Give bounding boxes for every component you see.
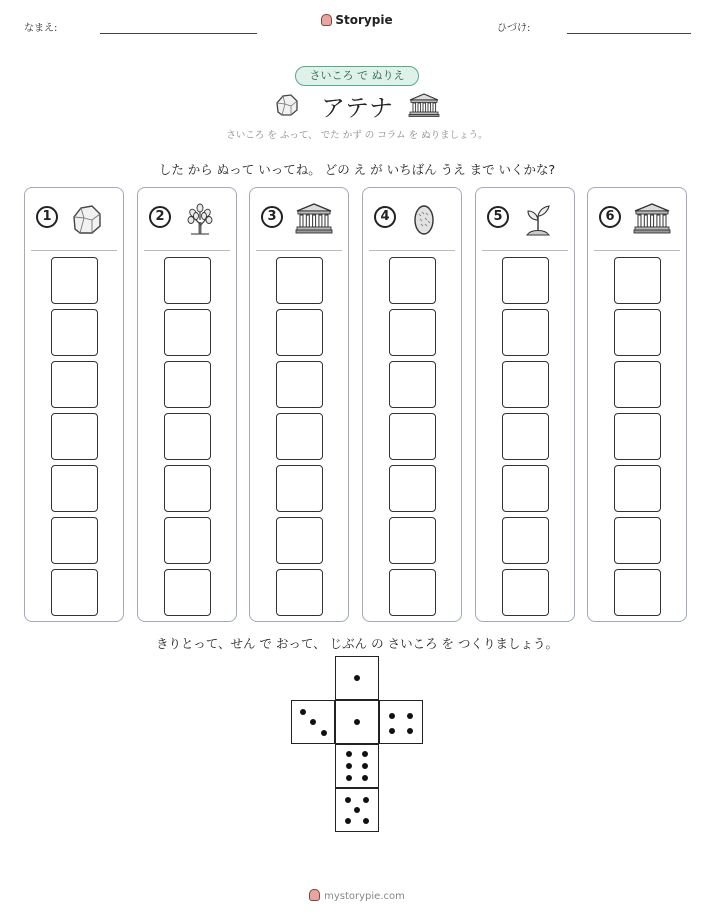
column-divider (369, 250, 455, 251)
die-pip (389, 728, 395, 734)
coloring-box[interactable] (389, 257, 436, 304)
storypie-logo-icon (309, 889, 320, 901)
coloring-box[interactable] (51, 257, 98, 304)
coloring-box[interactable] (276, 361, 323, 408)
coloring-box[interactable] (51, 465, 98, 512)
brand-name: Storypie (335, 13, 393, 27)
rock-icon (70, 202, 104, 240)
die-pip (407, 728, 413, 734)
instruction-text: した から ぬって いってね。 どの え が いちばん うえ まで いくかな? (158, 162, 556, 177)
coloring-box[interactable] (51, 517, 98, 564)
die-face-5 (335, 788, 379, 832)
activity-badge: さいころ で ぬりえ (295, 66, 419, 86)
column-number: 4 (374, 206, 396, 228)
coloring-box[interactable] (614, 569, 661, 616)
die-pip (362, 751, 368, 757)
coloring-box[interactable] (164, 257, 211, 304)
coloring-box[interactable] (164, 413, 211, 460)
coloring-box[interactable] (276, 257, 323, 304)
coloring-box[interactable] (502, 413, 549, 460)
column-number: 5 (487, 206, 509, 228)
coloring-box[interactable] (614, 257, 661, 304)
coloring-box[interactable] (502, 569, 549, 616)
column-divider (256, 250, 342, 251)
coloring-box[interactable] (276, 569, 323, 616)
column-number: 2 (149, 206, 171, 228)
die-pip (354, 675, 360, 681)
die-pip (345, 818, 351, 824)
coloring-box[interactable] (502, 257, 549, 304)
coloring-box[interactable] (614, 465, 661, 512)
coloring-box[interactable] (389, 569, 436, 616)
coloring-box[interactable] (389, 413, 436, 460)
column-number: 3 (261, 206, 283, 228)
coloring-box[interactable] (51, 569, 98, 616)
name-line[interactable] (100, 33, 257, 34)
die-pip (300, 709, 306, 715)
column-number: 6 (599, 206, 621, 228)
olive-tree-icon (183, 202, 217, 242)
die-face-4 (379, 700, 423, 744)
die-pip (354, 719, 360, 725)
dice-column-6 (587, 187, 687, 622)
coloring-box[interactable] (164, 569, 211, 616)
die-face-3 (291, 700, 335, 744)
die-pip (310, 719, 316, 725)
coloring-box[interactable] (502, 465, 549, 512)
die-pip (354, 807, 360, 813)
die-pip (407, 713, 413, 719)
die-pip (321, 730, 327, 736)
coloring-box[interactable] (51, 361, 98, 408)
die-pip (362, 775, 368, 781)
sprout-icon (521, 202, 555, 242)
coloring-box[interactable] (389, 517, 436, 564)
die-pip (345, 797, 351, 803)
coloring-box[interactable] (164, 517, 211, 564)
brand-logo (0, 13, 714, 27)
coloring-box[interactable] (164, 361, 211, 408)
coloring-box[interactable] (502, 361, 549, 408)
die-pip (346, 775, 352, 781)
date-label: ひづけ: (497, 23, 531, 34)
page-title: アテナ (321, 94, 393, 122)
coloring-box[interactable] (51, 309, 98, 356)
coloring-box[interactable] (276, 309, 323, 356)
dice-column-1 (24, 187, 124, 622)
coloring-box[interactable] (614, 517, 661, 564)
temple-icon (633, 202, 671, 238)
die-face-1 (335, 656, 379, 700)
date-line[interactable] (567, 33, 691, 34)
column-divider (594, 250, 680, 251)
temple-icon (295, 202, 333, 238)
coloring-box[interactable] (389, 361, 436, 408)
footer-url[interactable]: mystorypie.com (324, 891, 405, 902)
footer (0, 889, 714, 902)
storypie-logo-icon (321, 14, 332, 26)
die-face-1 (335, 700, 379, 744)
coloring-box[interactable] (276, 517, 323, 564)
die-pip (363, 797, 369, 803)
coloring-box[interactable] (614, 361, 661, 408)
olive-icon (408, 202, 442, 242)
column-divider (144, 250, 230, 251)
dice-column-2 (137, 187, 237, 622)
coloring-box[interactable] (389, 465, 436, 512)
coloring-box[interactable] (276, 413, 323, 460)
dice-column-4 (362, 187, 462, 622)
coloring-box[interactable] (276, 465, 323, 512)
column-divider (482, 250, 568, 251)
coloring-box[interactable] (614, 309, 661, 356)
coloring-box[interactable] (614, 413, 661, 460)
coloring-box[interactable] (164, 309, 211, 356)
temple-icon (408, 93, 440, 117)
die-face-6 (335, 744, 379, 788)
die-pip (362, 763, 368, 769)
coloring-box[interactable] (389, 309, 436, 356)
subtitle: さいころ を ふって、 でた かず の コラム を ぬりましょう。 (226, 130, 488, 141)
coloring-box[interactable] (502, 517, 549, 564)
coloring-box[interactable] (164, 465, 211, 512)
dice-column-3 (249, 187, 349, 622)
column-number: 1 (36, 206, 58, 228)
coloring-box[interactable] (502, 309, 549, 356)
die-pip (346, 751, 352, 757)
dice-column-5 (475, 187, 575, 622)
die-pip (346, 763, 352, 769)
column-divider (31, 250, 117, 251)
coloring-box[interactable] (51, 413, 98, 460)
name-label: なまえ: (24, 23, 58, 34)
cut-instruction: きりとって、せん で おって、 じぶん の さいころ を つくりましょう。 (155, 636, 559, 651)
die-pip (363, 818, 369, 824)
die-pip (389, 713, 395, 719)
